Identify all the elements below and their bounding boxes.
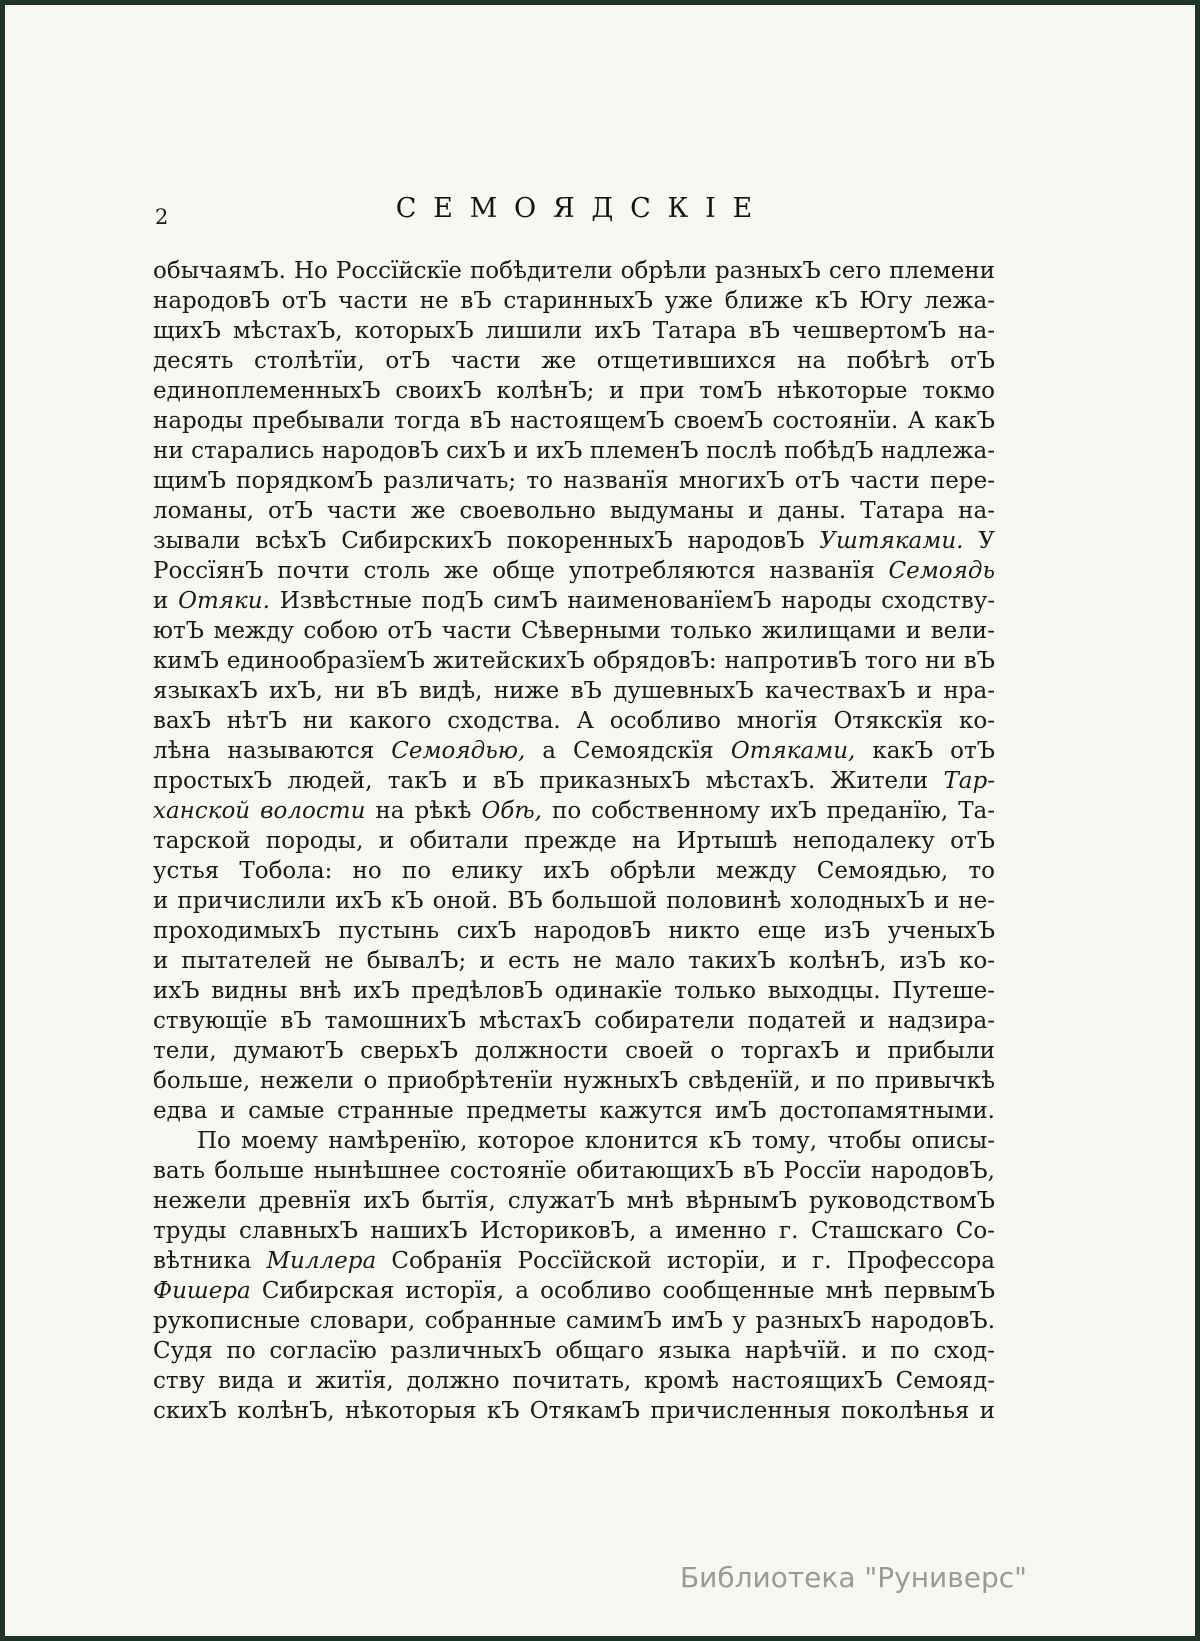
text-line (153, 916, 995, 946)
text-segment: проходимыхЪ пустынь сихЪ народовЪ никто еще изЪ ученыхЪ (153, 918, 995, 944)
text-segment: по собственному ихЪ преданїю, Та- (541, 798, 996, 824)
text-segment: лѣна называются (153, 738, 392, 764)
text-line (153, 856, 995, 886)
text-line (153, 796, 995, 826)
text-segment: устья Тобола: но по елику ихЪ обрѣли между Семоядью, то (153, 858, 995, 884)
text-line (153, 1066, 995, 1096)
library-watermark: Библиотека "Руниверс" (679, 1561, 1027, 1594)
text-line (153, 256, 995, 286)
text-segment: У (963, 528, 995, 554)
text-line (153, 1396, 995, 1426)
italic-text-segment: ханской волости (153, 798, 366, 824)
text-segment: и причислили ихЪ кЪ оной. ВЪ большой половинѣ холодныхЪ и не- (153, 888, 995, 914)
text-segment: вать больше нынѣшнее состоянїе обитающихЪ вЪ Россїи народовЪ, (153, 1158, 995, 1184)
text-segment: народы пребывали тогда вЪ настоящемЪ своемЪ состоянїи. А какЪ (153, 408, 995, 434)
text-segment: нежели древнїя ихЪ бытїя, служатЪ мнѣ вѣрнымЪ руководствомЪ (153, 1188, 995, 1214)
text-segment: простыхЪ людей, такЪ и вЪ приказныхЪ мѣстахЪ. Жители (153, 768, 944, 794)
page-number: 2 (155, 205, 169, 229)
text-segment: ихЪ видны внѣ ихЪ предѣловЪ одинакїе только выходцы. Путеше- (153, 978, 995, 1004)
text-segment: а Семоядскїя (525, 738, 731, 764)
text-segment: вахЪ нѣтЪ ни какого сходства. А особливо многїя Отякскїя ко- (153, 708, 995, 734)
text-line (153, 1126, 995, 1156)
italic-text-segment: Уштяками. (819, 528, 964, 554)
text-line (153, 976, 995, 1006)
page-header (153, 193, 995, 237)
italic-text-segment: Отяки. (178, 588, 270, 614)
text-line (153, 1186, 995, 1216)
text-line (153, 1336, 995, 1366)
text-segment: зывали всѣхЪ СибирскихЪ покоренныхЪ народовЪ (153, 528, 820, 554)
text-segment: тарской породы, и обитали прежде на Иртышѣ неподалеку отЪ (153, 828, 995, 854)
text-segment: труды славныхЪ нашихЪ ИсториковЪ, а именно г. Сташскаго Со- (153, 1218, 995, 1244)
text-segment: обычаямЪ. Но Россїйскїе побѣдители обрѣли разныхЪ сего племени (153, 258, 995, 284)
text-line (153, 586, 995, 616)
text-segment: ству вида и житїя, должно почитать, кромѣ настоящихЪ Семояд- (153, 1368, 995, 1394)
text-segment: РоссїянЪ почти столь же обще употребляются названїя (153, 558, 889, 584)
text-line (153, 1246, 995, 1276)
text-segment: языкахЪ ихЪ, ни вЪ видѣ, ниже вЪ душевныхЪ качествахЪ и нра- (153, 678, 995, 704)
text-segment: Извѣстные подЪ симЪ наименованїемЪ народы сходству- (269, 588, 995, 614)
text-line (153, 376, 995, 406)
text-segment: какЪ отЪ (855, 738, 995, 764)
text-segment: и пытателей не бывалЪ; и есть не мало такихЪ колѣнЪ, изЪ ко- (153, 948, 995, 974)
text-segment: народовЪ отЪ части не вЪ старинныхЪ уже ближе кЪ Югу лежа- (153, 288, 995, 314)
text-segment: ствующїе вЪ тамошнихЪ мѣстахЪ собиратели податей и надзира- (153, 1008, 995, 1034)
text-line (153, 316, 995, 346)
page-title: СЕМОЯДСКІЕ (395, 193, 769, 224)
text-segment: тели, думаютЪ сверьхЪ должности своей о торгахЪ и прибыли (153, 1038, 995, 1064)
text-line (153, 556, 995, 586)
text-segment: щимЪ порядкомЪ различать; то названїя многихЪ отЪ части пере- (153, 468, 995, 494)
italic-text-segment: Обѣ, (481, 798, 542, 824)
text-line (153, 736, 995, 766)
text-segment: ни старались народовЪ сихЪ и ихЪ племенЪ послѣ побѣдЪ надлежа- (153, 438, 995, 464)
text-line (153, 646, 995, 676)
text-line (153, 1036, 995, 1066)
text-line (153, 1366, 995, 1396)
text-line (153, 616, 995, 646)
italic-text-segment: Миллера (266, 1248, 377, 1274)
text-line (153, 826, 995, 856)
text-line (153, 346, 995, 376)
text-segment: Судя по согласїю различныхЪ общаго языка нарѣчїй. и по сход- (153, 1338, 995, 1364)
text-segment: По моему намѣренїю, которое клонится кЪ тому, чтобы описы- (197, 1128, 995, 1154)
text-line (153, 766, 995, 796)
text-segment: Сибирская исторїя, а особливо сообщенные мнѣ первымЪ (250, 1278, 995, 1304)
text-segment: скихЪ колѣнЪ, нѣкоторыя кЪ ОтякамЪ причисленныя поколѣнья и (153, 1398, 995, 1424)
text-segment: едва и самые странные предметы кажутся имЪ достопамятными. (153, 1098, 995, 1124)
text-line (153, 676, 995, 706)
text-line (153, 286, 995, 316)
text-line (153, 946, 995, 976)
text-segment: щихЪ мѣстахЪ, которыхЪ лишили ихЪ Татара вЪ чешвертомЪ на- (153, 318, 995, 344)
text-segment: на рѣкѣ (365, 798, 482, 824)
text-segment: и (153, 588, 179, 614)
text-line (153, 1006, 995, 1036)
text-line (153, 886, 995, 916)
text-segment: ломаны, отЪ части же своевольно выдуманы и даны. Татара на- (153, 498, 995, 524)
text-line (153, 436, 995, 466)
text-line (153, 406, 995, 436)
text-segment: вѣтника (153, 1248, 267, 1274)
body-text (153, 256, 995, 1426)
italic-text-segment: Фишера (153, 1278, 251, 1304)
text-segment: десять столѣтїи, отЪ части же отщетившихся на побѣгѣ отЪ (153, 348, 995, 374)
italic-text-segment: Отяками, (730, 738, 856, 764)
italic-text-segment: Семоядь (888, 558, 995, 584)
text-segment: больше, нежели о приобрѣтенїи нужныхЪ свѣденїй, и по привычкѣ (153, 1068, 995, 1094)
text-line (153, 706, 995, 736)
text-segment: единоплеменныхЪ своихЪ колѣнЪ; и при томЪ нѣкоторые токмо (153, 378, 995, 404)
text-line (153, 1156, 995, 1186)
text-line (153, 1306, 995, 1336)
text-line (153, 1216, 995, 1246)
text-line (153, 496, 995, 526)
text-segment: ютЪ между собою отЪ части Сѣверными только жилищами и вели- (153, 618, 995, 644)
text-line (153, 1096, 995, 1126)
text-line (153, 466, 995, 496)
text-line (153, 526, 995, 556)
text-line (153, 1276, 995, 1306)
text-segment: рукописные словари, собранные самимЪ имЪ у разныхЪ народовЪ. (153, 1308, 995, 1334)
text-segment: кимЪ единообразїемЪ житейскихЪ обрядовЪ: напротивЪ того ни вЪ (153, 648, 995, 674)
text-segment: Собранїя Россїйской исторїи, и г. Профессора (376, 1248, 995, 1274)
italic-text-segment: Семоядью, (391, 738, 526, 764)
italic-text-segment: Тар- (943, 768, 995, 794)
